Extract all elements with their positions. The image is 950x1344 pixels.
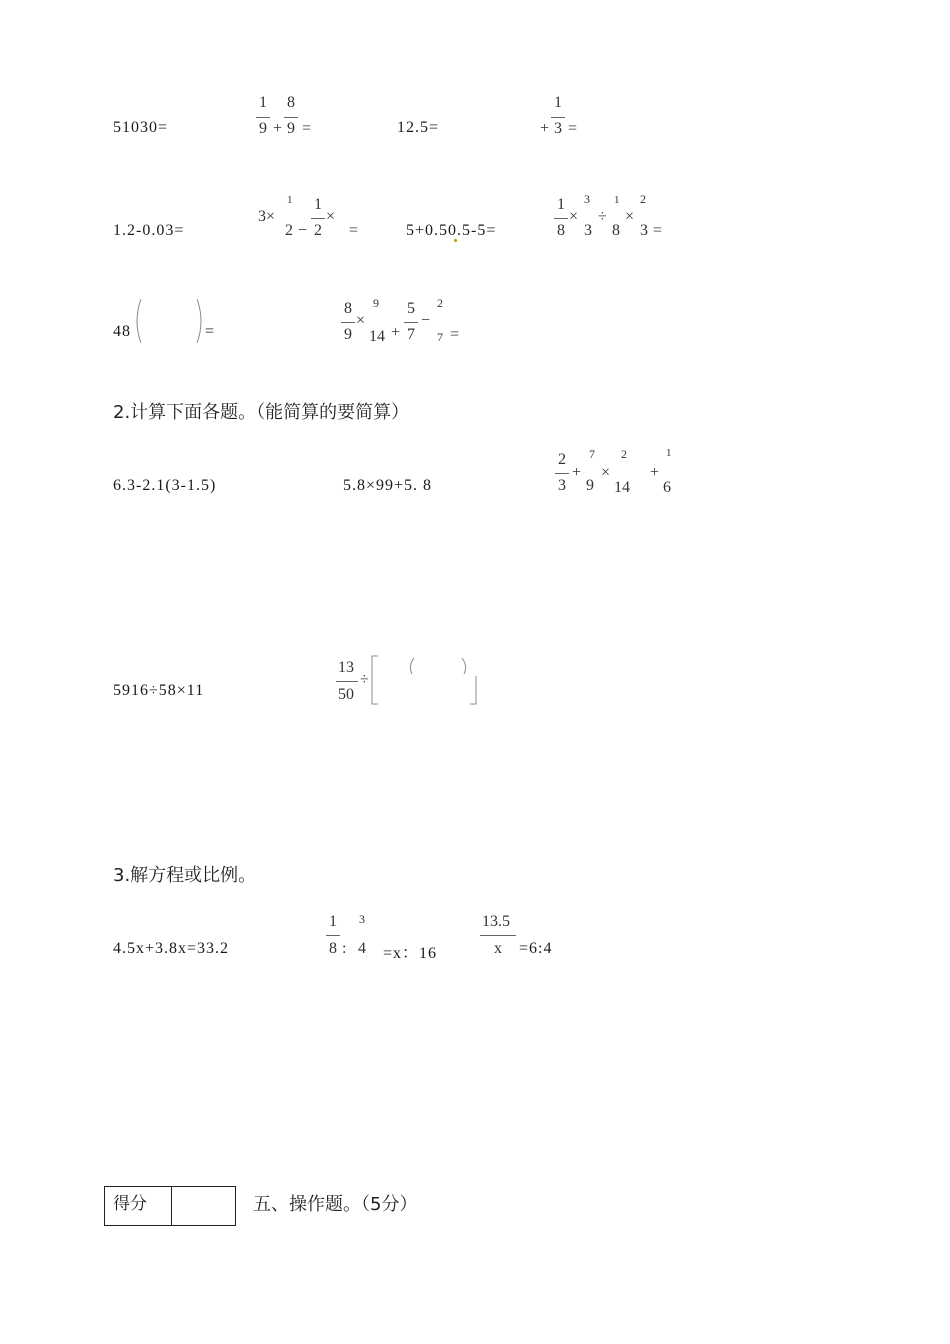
expr-12-5: 12.5= xyxy=(397,119,440,136)
proportion-rest: =6:4 xyxy=(519,940,553,957)
fraction-bar xyxy=(555,473,569,474)
expr-part-a: 5+0.5 xyxy=(406,222,449,239)
operator: × xyxy=(356,312,366,329)
numerator: 1 xyxy=(287,194,293,206)
expr-part-b: 0.5-5= xyxy=(448,222,497,239)
numerator: 8 xyxy=(287,94,295,111)
equals: = xyxy=(349,222,359,239)
expr-48: 48 xyxy=(113,323,131,340)
numerator: 1 xyxy=(554,94,562,111)
numerator: 1 xyxy=(259,94,267,111)
denominator: 2 xyxy=(314,222,322,239)
operator: ÷ xyxy=(598,208,607,225)
numerator: 1 xyxy=(557,196,565,213)
empty-brackets xyxy=(368,652,484,708)
denominator: 7 xyxy=(407,326,415,343)
numerator: 7 xyxy=(589,447,595,461)
numerator: 8 xyxy=(344,300,352,317)
denominator: 14 xyxy=(369,328,385,345)
equals: = xyxy=(653,222,663,239)
numerator: 3 xyxy=(584,192,590,206)
operator: + xyxy=(650,464,660,481)
operator: + xyxy=(540,120,550,137)
denominator: 6 xyxy=(663,479,671,496)
denominator: 3 xyxy=(640,222,648,239)
score-label: 得分 xyxy=(113,1194,147,1214)
equation-4-5x: 4.5x+3.8x=33.2 xyxy=(113,940,230,957)
operator: + xyxy=(391,324,401,341)
numerator: 13 xyxy=(338,659,354,676)
fraction-bar xyxy=(336,681,358,682)
question-6-3: 6.3-2.1(3-1.5) xyxy=(113,477,217,494)
denominator: x xyxy=(494,940,502,957)
question-5916: 5916÷58×11 xyxy=(113,682,205,699)
operator: − xyxy=(421,312,431,329)
fraction-bar xyxy=(341,322,355,323)
expr-1-2-minus-0-03: 1.2-0.03= xyxy=(113,222,185,239)
fraction-bar xyxy=(554,218,568,219)
equals: = xyxy=(302,120,312,137)
denominator: 3 xyxy=(558,477,566,494)
marker-dot xyxy=(454,239,457,242)
empty-parentheses xyxy=(131,297,211,347)
denominator: 4 xyxy=(358,940,366,957)
denominator: 9 xyxy=(287,120,295,137)
numerator: 2 xyxy=(640,192,646,206)
equals: = xyxy=(205,323,216,340)
operator: + xyxy=(572,464,582,481)
numerator: 1 xyxy=(314,196,322,213)
denominator: 3 xyxy=(584,222,592,239)
numerator: 3 xyxy=(359,912,365,926)
denominator: 8 xyxy=(329,940,337,957)
expr-51030: 51030= xyxy=(113,119,169,136)
denominator: 50 xyxy=(338,686,354,703)
operator: ÷ xyxy=(360,671,369,688)
numerator: 13.5 xyxy=(482,913,510,930)
fraction-bar xyxy=(404,322,418,323)
denominator: 8 xyxy=(557,222,565,239)
question-5-8: 5.8×99+5. 8 xyxy=(343,477,433,494)
operator: × xyxy=(569,208,579,225)
fraction-bar xyxy=(256,117,270,118)
numerator: 1 xyxy=(329,913,337,930)
proportion-rest: =x：16 xyxy=(383,945,438,962)
score-box-divider xyxy=(171,1187,172,1225)
operator: × xyxy=(601,464,611,481)
denominator: 9 xyxy=(259,120,267,137)
equals: = xyxy=(450,326,460,343)
operator: − xyxy=(298,222,308,239)
denominator: 2 xyxy=(285,222,293,239)
denominator: 9 xyxy=(586,477,594,494)
numerator: 1 xyxy=(614,194,620,206)
operator: × xyxy=(326,208,336,225)
denominator: 14 xyxy=(614,479,630,496)
fraction-bar xyxy=(311,218,325,219)
numerator: 5 xyxy=(407,300,415,317)
section-2-heading: 2.计算下面各题。（能简算的要简算） xyxy=(113,402,410,423)
denominator: 7 xyxy=(437,330,443,344)
section-5-heading: 五、操作题。（5分） xyxy=(253,1194,418,1215)
numerator: 2 xyxy=(558,451,566,468)
fraction-bar xyxy=(326,935,340,936)
equals: = xyxy=(568,120,578,137)
score-box xyxy=(104,1186,236,1226)
numerator: 9 xyxy=(373,296,379,310)
numerator: 1 xyxy=(666,447,672,459)
prefix: 3× xyxy=(258,208,276,225)
denominator: 8 xyxy=(612,222,620,239)
section-3-heading: 3.解方程或比例。 xyxy=(113,865,257,886)
fraction-bar xyxy=(551,117,565,118)
denominator: 9 xyxy=(344,326,352,343)
numerator: 2 xyxy=(437,296,443,310)
expr-5-plus-0-5 xyxy=(406,222,496,240)
fraction-bar xyxy=(480,935,516,936)
operator: × xyxy=(625,208,635,225)
numerator: 2 xyxy=(621,447,627,461)
fraction-bar xyxy=(284,117,298,118)
operator: + xyxy=(273,120,283,137)
ratio-colon: : xyxy=(342,940,347,957)
denominator: 3 xyxy=(554,120,562,137)
